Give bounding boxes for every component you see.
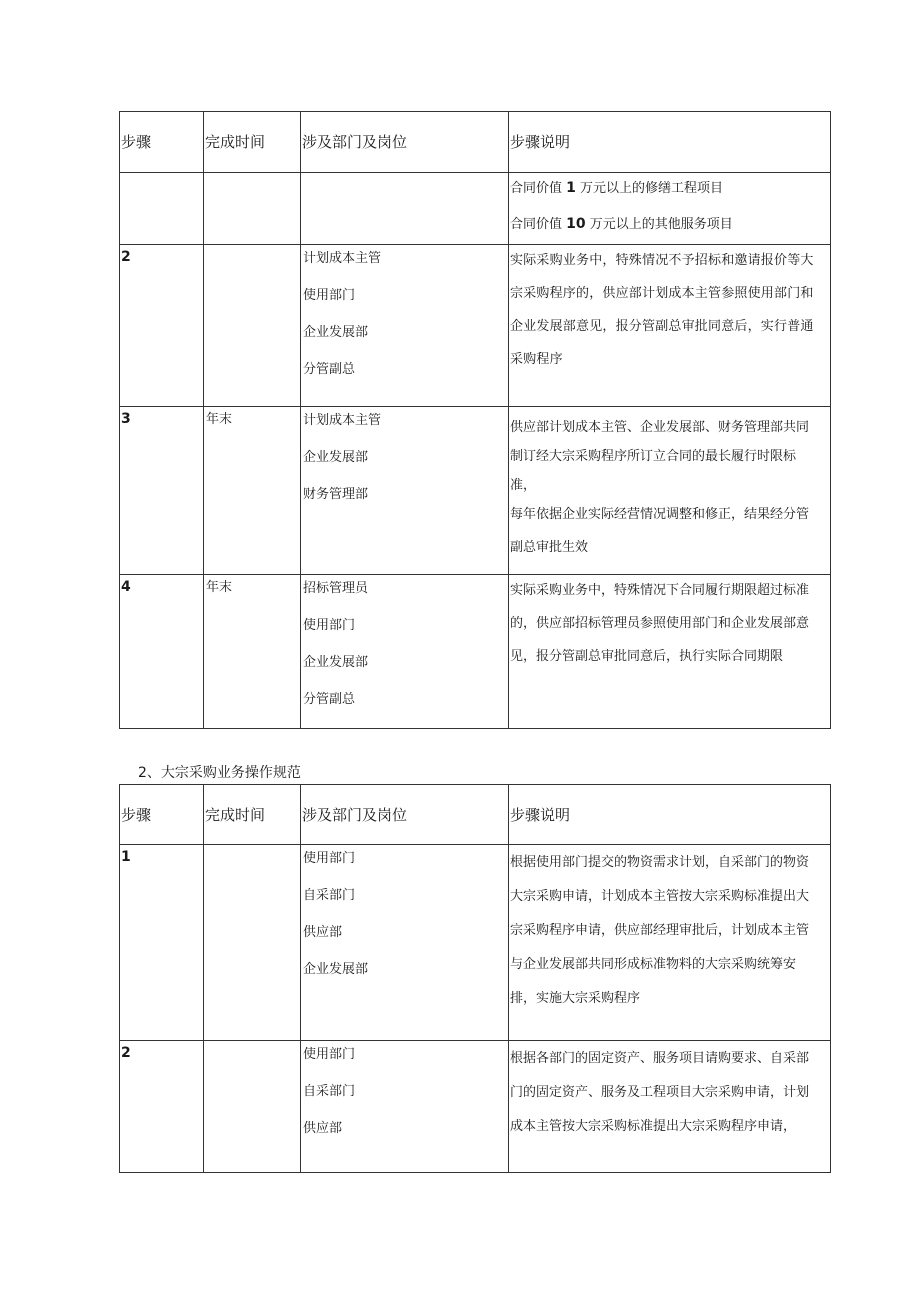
desc-line: 根据使用部门提交的物资需求计划，自采部门的物资 bbox=[510, 855, 810, 870]
desc-line: 宗采购程序申请，供应部经理审批后，计划成本主管 bbox=[510, 923, 810, 938]
dept-item: 自采部门 bbox=[303, 888, 356, 903]
desc-line: 合同价值 10 万元以上的其他服务项目 bbox=[510, 216, 733, 232]
dept-item: 供应部 bbox=[303, 1121, 343, 1136]
dept-item: 分管副总 bbox=[303, 362, 356, 377]
dept-item: 招标管理员 bbox=[303, 581, 369, 596]
desc-line: 供应部计划成本主管、企业发展部、财务管理部共同 bbox=[510, 420, 810, 435]
table-row bbox=[120, 407, 831, 575]
cell-desc bbox=[509, 245, 831, 407]
section-title: 2、大宗采购业务操作规范 bbox=[138, 765, 301, 781]
desc-line: 的，供应部招标管理员参照使用部门和企业发展部意 bbox=[510, 616, 810, 631]
cell-time bbox=[204, 1041, 301, 1173]
cell-desc bbox=[509, 407, 831, 575]
cell-time: 年末 bbox=[204, 575, 301, 729]
dept-item: 企业发展部 bbox=[303, 325, 369, 340]
table-row bbox=[120, 845, 831, 1041]
header-desc: 步骤说明 bbox=[509, 785, 831, 845]
cell-step: 3 bbox=[120, 407, 204, 575]
desc-line: 见，报分管副总审批同意后，执行实际合同期限 bbox=[510, 649, 784, 664]
table-steps-1 bbox=[119, 111, 831, 729]
desc-line: 与企业发展部共同形成标准物料的大宗采购统筹安 bbox=[510, 957, 797, 972]
desc-line: 采购程序 bbox=[510, 352, 563, 367]
table-row bbox=[120, 245, 831, 407]
dept-item: 使用部门 bbox=[303, 851, 356, 866]
desc-line: 副总审批生效 bbox=[510, 540, 589, 555]
desc-line: 实际采购业务中，特殊情况不予招标和邀请报价等大 bbox=[510, 253, 814, 268]
desc-line: 实际采购业务中，特殊情况下合同履行期限超过标准 bbox=[510, 583, 810, 598]
dept-item: 使用部门 bbox=[303, 1047, 356, 1062]
dept-item: 自采部门 bbox=[303, 1084, 356, 1099]
cell-step bbox=[120, 173, 204, 245]
header-depts: 涉及部门及岗位 bbox=[301, 112, 509, 173]
cell-depts bbox=[301, 575, 509, 729]
dept-item: 企业发展部 bbox=[303, 655, 369, 670]
cell-time bbox=[204, 245, 301, 407]
desc-line: 宗采购程序的，供应部计划成本主管参照使用部门和 bbox=[510, 286, 814, 301]
desc-line: 合同价值 1 万元以上的修缮工程项目 bbox=[510, 180, 724, 196]
header-step: 步骤 bbox=[120, 785, 204, 845]
cell-desc bbox=[509, 1041, 831, 1173]
dept-item: 分管副总 bbox=[303, 692, 356, 707]
desc-line: 制订经大宗采购程序所订立合同的最长履行时限标 bbox=[510, 449, 797, 464]
dept-item: 财务管理部 bbox=[303, 487, 369, 502]
desc-line: 准， bbox=[510, 478, 537, 493]
dept-item: 计划成本主管 bbox=[303, 251, 382, 266]
dept-item: 企业发展部 bbox=[303, 450, 369, 465]
dept-item: 使用部门 bbox=[303, 618, 356, 633]
header-desc: 步骤说明 bbox=[509, 112, 831, 173]
header-time: 完成时间 bbox=[204, 785, 301, 845]
cell-desc bbox=[509, 845, 831, 1041]
cell-step: 2 bbox=[120, 245, 204, 407]
cell-step: 4 bbox=[120, 575, 204, 729]
dept-item: 企业发展部 bbox=[303, 962, 369, 977]
cell-step: 1 bbox=[120, 845, 204, 1041]
header-step: 步骤 bbox=[120, 112, 204, 173]
desc-line: 排，实施大宗采购程序 bbox=[510, 991, 641, 1006]
cell-depts bbox=[301, 173, 509, 245]
dept-item: 计划成本主管 bbox=[303, 413, 382, 428]
table-header-row bbox=[120, 112, 831, 173]
desc-line: 企业发展部意见，报分管副总审批同意后，实行普通 bbox=[510, 319, 814, 334]
cell-depts bbox=[301, 245, 509, 407]
cell-depts bbox=[301, 845, 509, 1041]
cell-desc bbox=[509, 575, 831, 729]
cell-step: 2 bbox=[120, 1041, 204, 1173]
table-row bbox=[120, 1041, 831, 1173]
table-row bbox=[120, 575, 831, 729]
desc-line: 成本主管按大宗采购标准提出大宗采购程序申请， bbox=[510, 1119, 797, 1134]
cell-desc bbox=[509, 173, 831, 245]
desc-line: 每年依据企业实际经营情况调整和修正，结果经分管 bbox=[510, 507, 810, 522]
cell-time bbox=[204, 845, 301, 1041]
cell-depts bbox=[301, 1041, 509, 1173]
desc-line: 大宗采购申请，计划成本主管按大宗采购标准提出大 bbox=[510, 889, 810, 904]
cell-time: 年末 bbox=[204, 407, 301, 575]
cell-depts bbox=[301, 407, 509, 575]
desc-line: 根据各部门的固定资产、服务项目请购要求、自采部 bbox=[510, 1051, 810, 1066]
cell-time bbox=[204, 173, 301, 245]
table-steps-2 bbox=[119, 784, 831, 1173]
header-time: 完成时间 bbox=[204, 112, 301, 173]
desc-line: 门的固定资产、服务及工程项目大宗采购申请，计划 bbox=[510, 1085, 810, 1100]
table-row bbox=[120, 173, 831, 245]
dept-item: 使用部门 bbox=[303, 288, 356, 303]
dept-item: 供应部 bbox=[303, 925, 343, 940]
table-header-row bbox=[120, 785, 831, 845]
header-depts: 涉及部门及岗位 bbox=[301, 785, 509, 845]
